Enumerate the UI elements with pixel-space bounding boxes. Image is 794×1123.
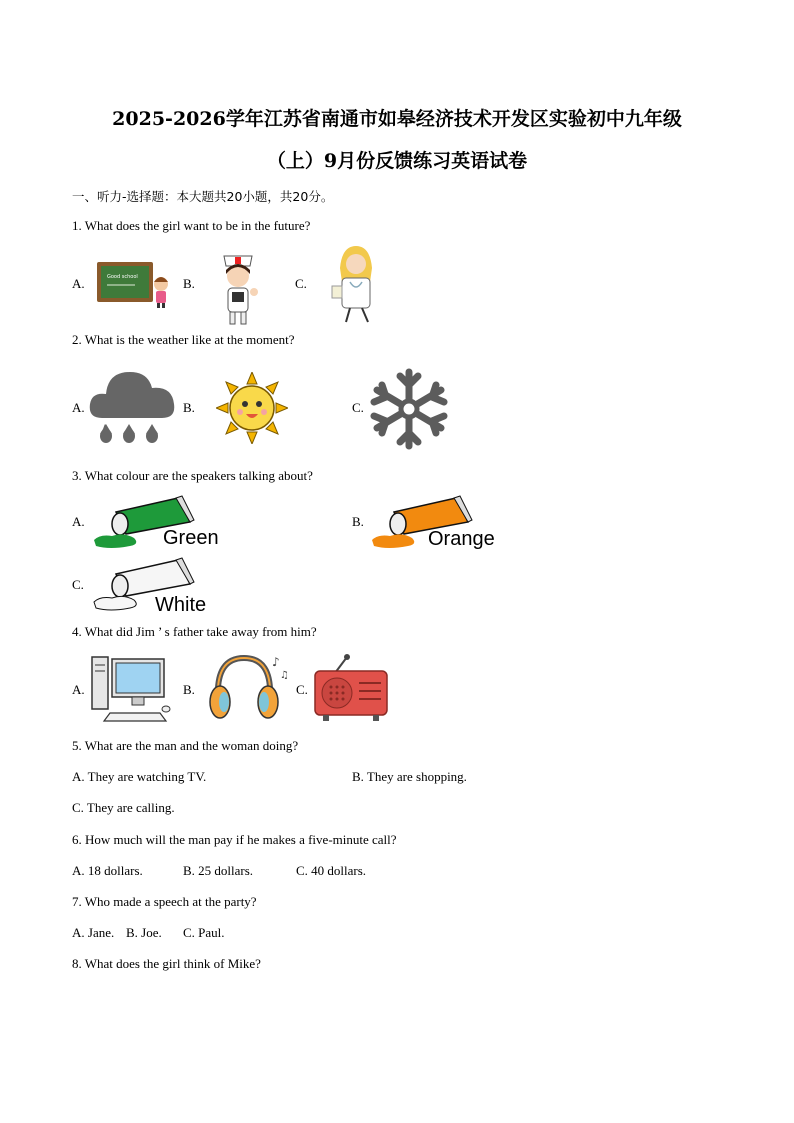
- question-5: 5. What are the man and the woman doing?: [72, 738, 299, 753]
- section-heading: 一、听力-选择题：本大题共20小题，共20分。: [72, 189, 334, 204]
- q3-b-word: Orange: [428, 528, 495, 550]
- svg-text:♫: ♫: [280, 670, 289, 681]
- q7-option-c: C. Paul.: [183, 925, 225, 940]
- question-7: 7. Who made a speech at the party?: [72, 894, 257, 909]
- question-4: 4. What did Jim ’ s father take away from him?: [72, 624, 317, 639]
- q1-option-b-label: B.: [183, 276, 195, 291]
- page-title-line1: 2025-2026学年江苏省南通市如皋经济技术开发区实验初中九年级: [112, 108, 682, 130]
- question-6: 6. How much will the man pay if he makes a five-minute call?: [72, 832, 397, 847]
- page-title-line2: （上）9月份反馈练习英语试卷: [266, 150, 528, 172]
- radio-icon: [313, 653, 389, 723]
- q2-option-c-label: C.: [352, 400, 364, 415]
- question-3: 3. What colour are the speakers talking about?: [72, 468, 313, 483]
- q3-c-word: White: [155, 594, 207, 616]
- chalkboard-icon: [95, 258, 175, 310]
- snowflake-icon: [368, 368, 450, 450]
- q2-option-a-label: A.: [72, 400, 85, 415]
- q3-option-b-label: B.: [352, 514, 364, 529]
- question-1: 1. What does the girl want to be in the future?: [72, 218, 311, 233]
- q6-option-b: B. 25 dollars.: [183, 863, 254, 878]
- board-text: Good school: [107, 274, 138, 280]
- sun-icon: [216, 372, 288, 444]
- q5-option-b: B. They are shopping.: [352, 769, 467, 784]
- q6-option-a: A. 18 dollars.: [72, 863, 143, 878]
- headphones-icon: [202, 650, 290, 726]
- q4-option-c-label: C.: [296, 682, 308, 697]
- q7-option-b: B. Joe.: [126, 925, 162, 940]
- q1-option-a-label: A.: [72, 276, 85, 291]
- question-2: 2. What is the weather like at the moment?: [72, 332, 295, 347]
- doctor-icon: [330, 242, 382, 324]
- q3-option-a-label: A.: [72, 514, 85, 529]
- q6-option-c: C. 40 dollars.: [296, 863, 367, 878]
- q4-option-b-label: B.: [183, 682, 195, 697]
- q5-option-c: C. They are calling.: [72, 800, 175, 815]
- q3-a-word: Green: [163, 527, 219, 549]
- q1-option-c-label: C.: [295, 276, 307, 291]
- computer-icon: [90, 653, 172, 725]
- q4-option-a-label: A.: [72, 682, 85, 697]
- q7-option-a: A. Jane.: [72, 925, 115, 940]
- q3-option-c-label: C.: [72, 577, 84, 592]
- nurse-icon: [210, 246, 266, 326]
- rain-cloud-icon: [88, 366, 178, 448]
- svg-text:♪: ♪: [272, 655, 280, 669]
- question-8: 8. What does the girl think of Mike?: [72, 956, 261, 971]
- q5-option-a: A. They are watching TV.: [72, 769, 207, 784]
- q2-option-b-label: B.: [183, 400, 195, 415]
